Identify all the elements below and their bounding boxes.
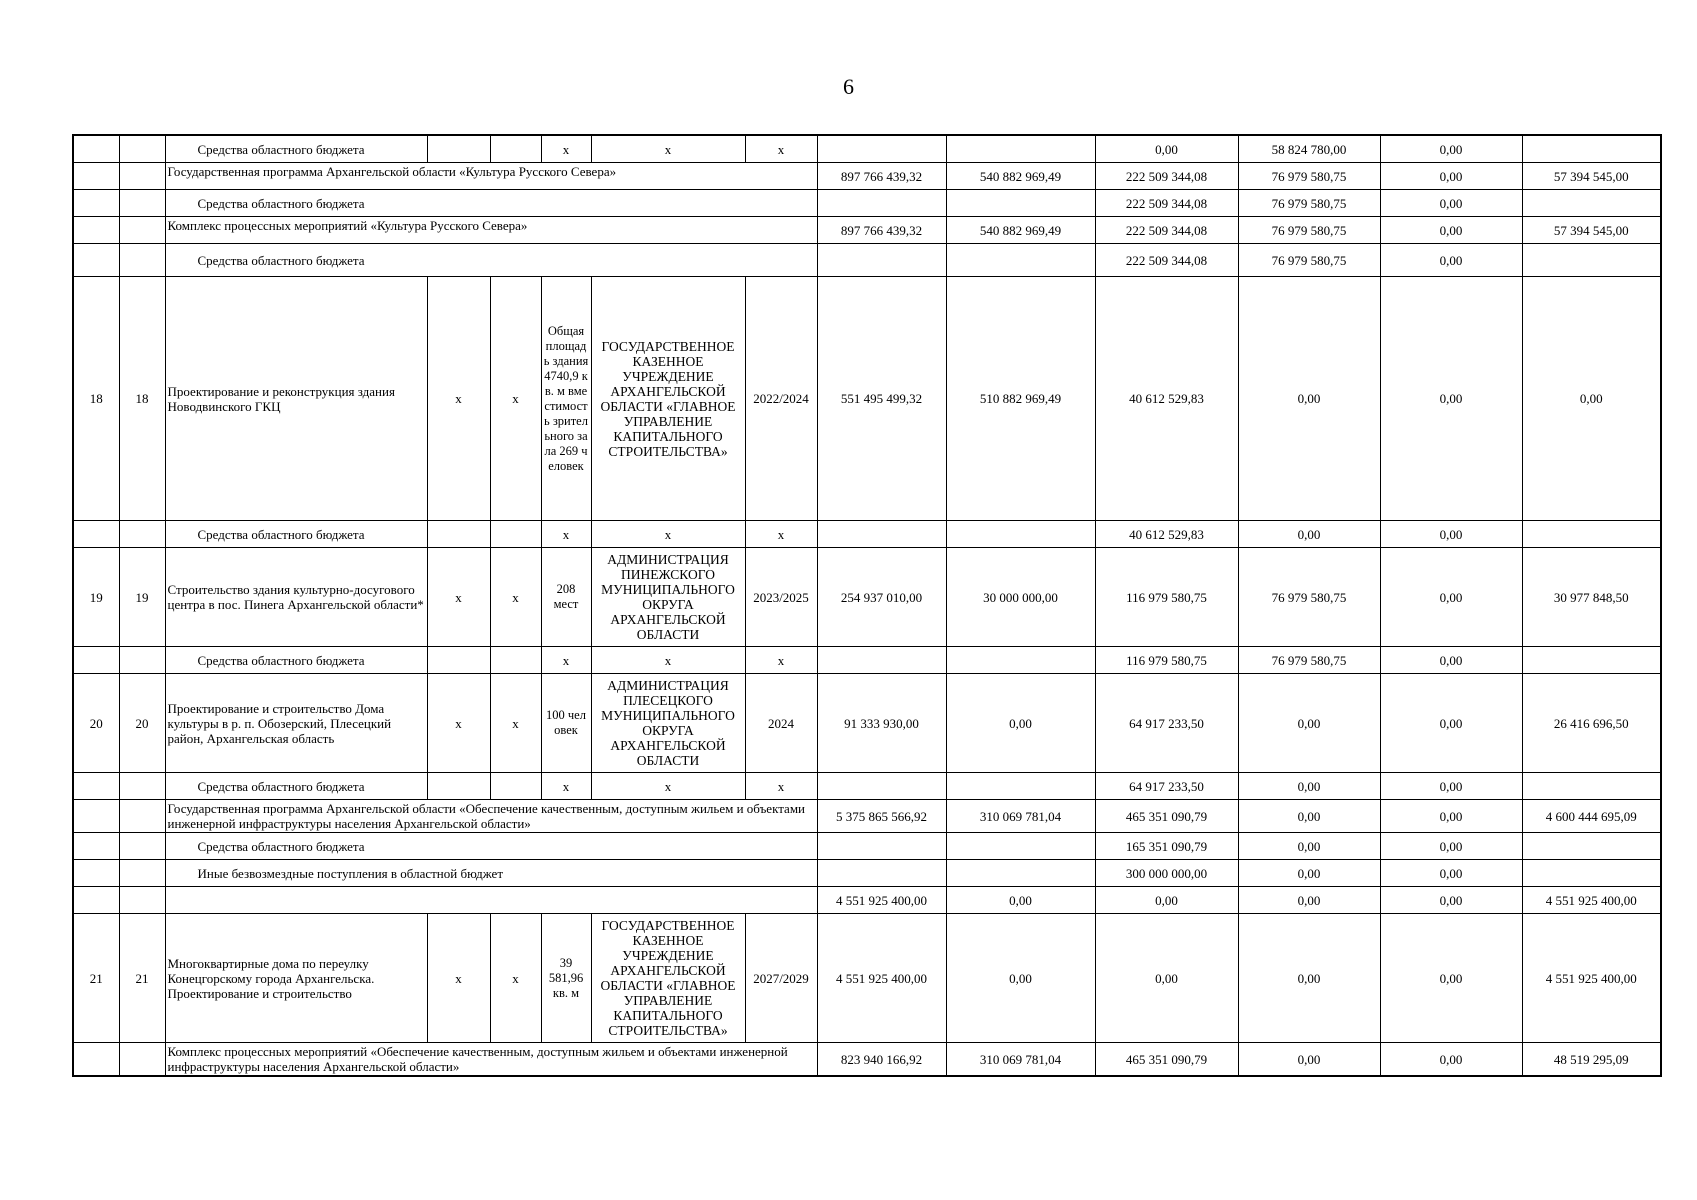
funding-source-label: Средства областного бюджета [165,190,817,217]
table-row: 20 20 Проектирование и строительство Дома культуры в р. п. Обозерский, Плесецкий район, Архангельская область x x 100 человек АДМИНИСТРАЦИЯ ПЛЕСЕЦКОГО МУНИЦИПАЛЬНОГО ОКРУГА АРХАНГЕЛЬСКОЙ ОБЛАСТИ 2024 91 333 930,00 0,00 64 917 233,50 0,00 0,00 26 416 696,50 [73,674,1661,773]
table-row: Комплекс процессных мероприятий «Обеспечение качественным, доступным жильем и объектами инженерной инфраструктуры населения Архангельской области» 823 940 166,92 310 069 781,04 465 351 090,79 0,00 0,00 48 519 295,09 [73,1043,1661,1077]
funding-source-label: Средства областного бюджета [165,773,427,800]
object-capacity: 208 мест [541,548,591,647]
table-row: Средства областного бюджета x x x 116 979 580,75 76 979 580,75 0,00 [73,647,1661,674]
funding-source-label: Средства областного бюджета [165,521,427,548]
table-row: Средства областного бюджета x x x 0,00 58 824 780,00 0,00 [73,135,1661,163]
program-title: Государственная программа Архангельской области «Обеспечение качественным, доступным жильем и объектами инженерной инфраструктуры населения Архангельской области» [165,800,817,833]
table-row: Средства областного бюджета 165 351 090,79 0,00 0,00 [73,833,1661,860]
table-row: 19 19 Строительство здания культурно-досугового центра в пос. Пинега Архангельской области* x x 208 мест АДМИНИСТРАЦИЯ ПИНЕЖСКОГО МУНИЦИПАЛЬНОГО ОКРУГА АРХАНГЕЛЬСКОЙ ОБЛАСТИ 2023/2025 254 937 010,00 30 000 000,00 116 979 580,75 76 979 580,75 0,00 30 977 848,50 [73,548,1661,647]
object-name: Многоквартирные дома по переулку Конецгорскому города Архангельска. Проектирование и строительство [165,914,427,1043]
table-row: Государственная программа Архангельской области «Обеспечение качественным, доступным жильем и объектами инженерной инфраструктуры населения Архангельской области» 5 375 865 566,92 310 069 781,04 465 351 090,79 0,00 0,00 4 600 444 695,09 [73,800,1661,833]
table-row: Средства областного бюджета 222 509 344,08 76 979 580,75 0,00 [73,244,1661,277]
object-name: Строительство здания культурно-досугового центра в пос. Пинега Архангельской области* [165,548,427,647]
complex-title: Комплекс процессных мероприятий «Обеспечение качественным, доступным жильем и объектами инженерной инфраструктуры населения Архангельской области» [165,1043,817,1077]
funding-source-label: Средства областного бюджета [165,135,427,163]
funding-source-label: Средства областного бюджета [165,647,427,674]
object-capacity: 100 человек [541,674,591,773]
executor: АДМИНИСТРАЦИЯ ПЛЕСЕЦКОГО МУНИЦИПАЛЬНОГО ОКРУГА АРХАНГЕЛЬСКОЙ ОБЛАСТИ [591,674,745,773]
page-number: 6 [843,74,854,99]
funding-source-label: Иные безвозмездные поступления в областной бюджет [165,860,817,887]
executor: ГОСУДАРСТВЕННОЕ КАЗЕННОЕ УЧРЕЖДЕНИЕ АРХАНГЕЛЬСКОЙ ОБЛАСТИ «ГЛАВНОЕ УПРАВЛЕНИЕ КАПИТАЛЬНОГО СТРОИТЕЛЬСТВА» [591,914,745,1043]
table-row: 4 551 925 400,00 0,00 0,00 0,00 0,00 4 551 925 400,00 [73,887,1661,914]
table-row: Средства областного бюджета 222 509 344,08 76 979 580,75 0,00 [73,190,1661,217]
executor: ГОСУДАРСТВЕННОЕ КАЗЕННОЕ УЧРЕЖДЕНИЕ АРХАНГЕЛЬСКОЙ ОБЛАСТИ «ГЛАВНОЕ УПРАВЛЕНИЕ КАПИТАЛЬНОГО СТРОИТЕЛЬСТВА» [591,277,745,521]
program-title: Государственная программа Архангельской области «Культура Русского Севера» [165,163,817,190]
table-row: Комплекс процессных мероприятий «Культура Русского Севера» 897 766 439,32 540 882 969,49 222 509 344,08 76 979 580,75 0,00 57 394 545,00 [73,217,1661,244]
table-row: Иные безвозмездные поступления в областной бюджет 300 000 000,00 0,00 0,00 [73,860,1661,887]
object-capacity: Общая площадь здания 4740,9 кв. м вместимость зрительного зала 269 человек [541,277,591,521]
object-capacity: 39 581,96 кв. м [541,914,591,1043]
table-row: 21 21 Многоквартирные дома по переулку Конецгорскому города Архангельска. Проектирование и строительство x x 39 581,96 кв. м ГОСУДАРСТВЕННОЕ КАЗЕННОЕ УЧРЕЖДЕНИЕ АРХАНГЕЛЬСКОЙ ОБЛАСТИ «ГЛАВНОЕ УПРАВЛЕНИЕ КАПИТАЛЬНОГО СТРОИТЕЛЬСТВА» 2027/2029 4 551 925 400,00 0,00 0,00 0,00 0,00 4 551 925 400,00 [73,914,1661,1043]
table-row: Государственная программа Архангельской области «Культура Русского Севера» 897 766 439,32 540 882 969,49 222 509 344,08 76 979 580,75 0,00 57 394 545,00 [73,163,1661,190]
table-row: Средства областного бюджета x x x 40 612 529,83 0,00 0,00 [73,521,1661,548]
funding-source-label: Средства областного бюджета [165,833,817,860]
executor: АДМИНИСТРАЦИЯ ПИНЕЖСКОГО МУНИЦИПАЛЬНОГО ОКРУГА АРХАНГЕЛЬСКОЙ ОБЛАСТИ [591,548,745,647]
budget-table [72,134,1662,1077]
object-name: Проектирование и строительство Дома культуры в р. п. Обозерский, Плесецкий район, Архангельская область [165,674,427,773]
funding-source-label: Средства областного бюджета [165,244,817,277]
complex-title: Комплекс процессных мероприятий «Культура Русского Севера» [165,217,817,244]
table-row: Средства областного бюджета x x x 64 917 233,50 0,00 0,00 [73,773,1661,800]
table-row: 18 18 Проектирование и реконструкция здания Новодвинского ГКЦ x x Общая площадь здания 4740,9 кв. м вместимость зрительного зала 269 человек ГОСУДАРСТВЕННОЕ КАЗЕННОЕ УЧРЕЖДЕНИЕ АРХАНГЕЛЬСКОЙ ОБЛАСТИ «ГЛАВНОЕ УПРАВЛЕНИЕ КАПИТАЛЬНОГО СТРОИТЕЛЬСТВА» 2022/2024 551 495 499,32 510 882 969,49 40 612 529,83 0,00 0,00 0,00 [73,277,1661,521]
object-name: Проектирование и реконструкция здания Новодвинского ГКЦ [165,277,427,521]
